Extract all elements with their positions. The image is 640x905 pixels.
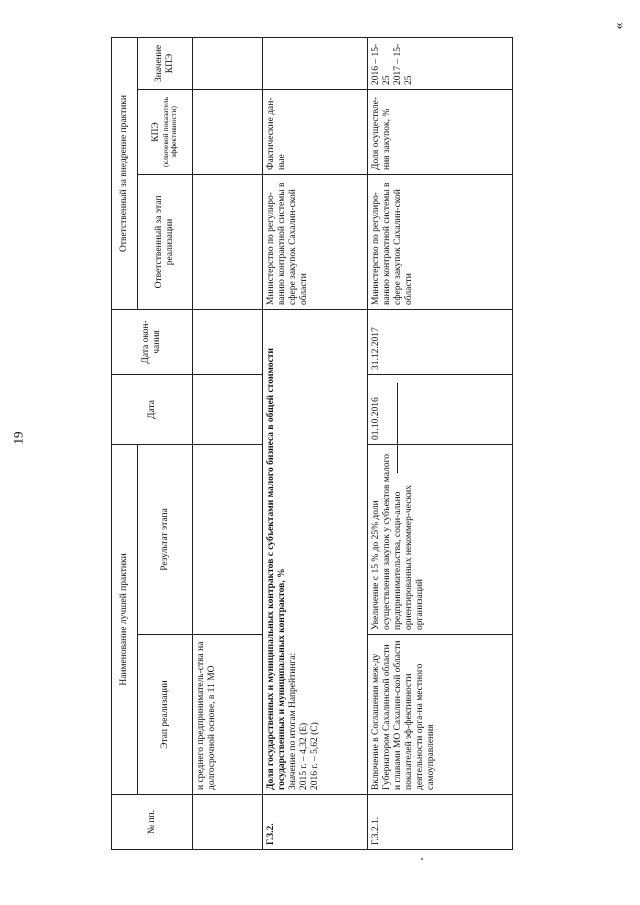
header-responsible: Ответственный за внедрение практики [112, 37, 138, 309]
row1-num [193, 795, 263, 850]
row3-kpe: Доля осуществле-ния закупок, % [368, 89, 513, 174]
row2-kpe: Фактические дан-ные [263, 89, 368, 174]
page-number: 19 [10, 431, 26, 445]
header-num: № пп. [112, 795, 193, 850]
header-stage: Этап реализации [138, 635, 193, 795]
row1-value [193, 37, 263, 89]
row1-end-date [193, 309, 263, 374]
header-kpe-sub: (ключевой показатель эффективности) [160, 97, 179, 167]
header-kpe-value: Значение КПЭ [138, 37, 193, 89]
row1-stage: и среднего предприниматель-ства на долгосрочной основе, в 11 МО [193, 635, 263, 795]
row1-kpe [193, 89, 263, 174]
row2-stage-title: Доля государственных и муниципальных контрактов с субъектами малого бизнеса в общей стоимости государственных и муниципальных контрактов, % [266, 348, 287, 790]
row2-num: Г.3.2. [263, 795, 368, 850]
row3-date: 01.10.2016 [368, 374, 513, 444]
row1-result [193, 444, 263, 634]
row3-end-date: 31.12.2017 [368, 309, 513, 374]
header-kpe [138, 89, 193, 174]
header-result: Результат этапа [138, 444, 193, 634]
row2-responsible: Министерство по регулиро-ванию контрактной системы в сфере закупок Сахалин-ской области [263, 174, 368, 309]
closing-quote-mark: » [612, 22, 628, 30]
header-kpe-title: КПЭ [150, 122, 161, 142]
table-row [263, 37, 368, 849]
row1-date [193, 374, 263, 444]
row2-value [263, 37, 368, 89]
header-date: Дата [112, 374, 193, 444]
row3-value: 2016 – 15-25 2017 – 15-25 [368, 37, 513, 89]
table-row [193, 37, 263, 849]
row3-stage: Включение в Соглашения меж-ду Губернатором Сахалинской области и главами МО Сахалин-ской области показателей эф-фективности деятельности орга-на местного самоуправления [368, 635, 513, 795]
practice-table-rotated [111, 38, 513, 850]
header-resp-stage: Ответственный за этап реализации [138, 174, 193, 309]
row2-stage [263, 309, 368, 794]
row3-num: Г.3.2.1. [368, 795, 513, 850]
scan-speck [421, 858, 423, 860]
header-end-date: Дата окон-чания [112, 309, 193, 374]
row2-stage-extra-2: 2016 г. – 5,62 (С) [309, 722, 320, 790]
header-best-practice: Наименование лучшей практики [112, 444, 138, 794]
table-row [368, 37, 513, 849]
row1-responsible [193, 174, 263, 309]
practice-table [111, 37, 513, 850]
row3-result: Увеличение с 15 % до 25% доли осуществления закупок у субъектов малого предпринимательства, соци-ально ориентированных некоммер-ческих организаций [368, 444, 513, 634]
row2-stage-extra-0: Значение по итогам Напрейтинга: [287, 652, 298, 790]
row2-stage-extra-1: 2015 г. – 4,32 (Е) [298, 722, 309, 790]
row3-responsible: Министерство по регулиро-ванию контрактной системы в сфере закупок Сахалин-ской области [368, 174, 513, 309]
